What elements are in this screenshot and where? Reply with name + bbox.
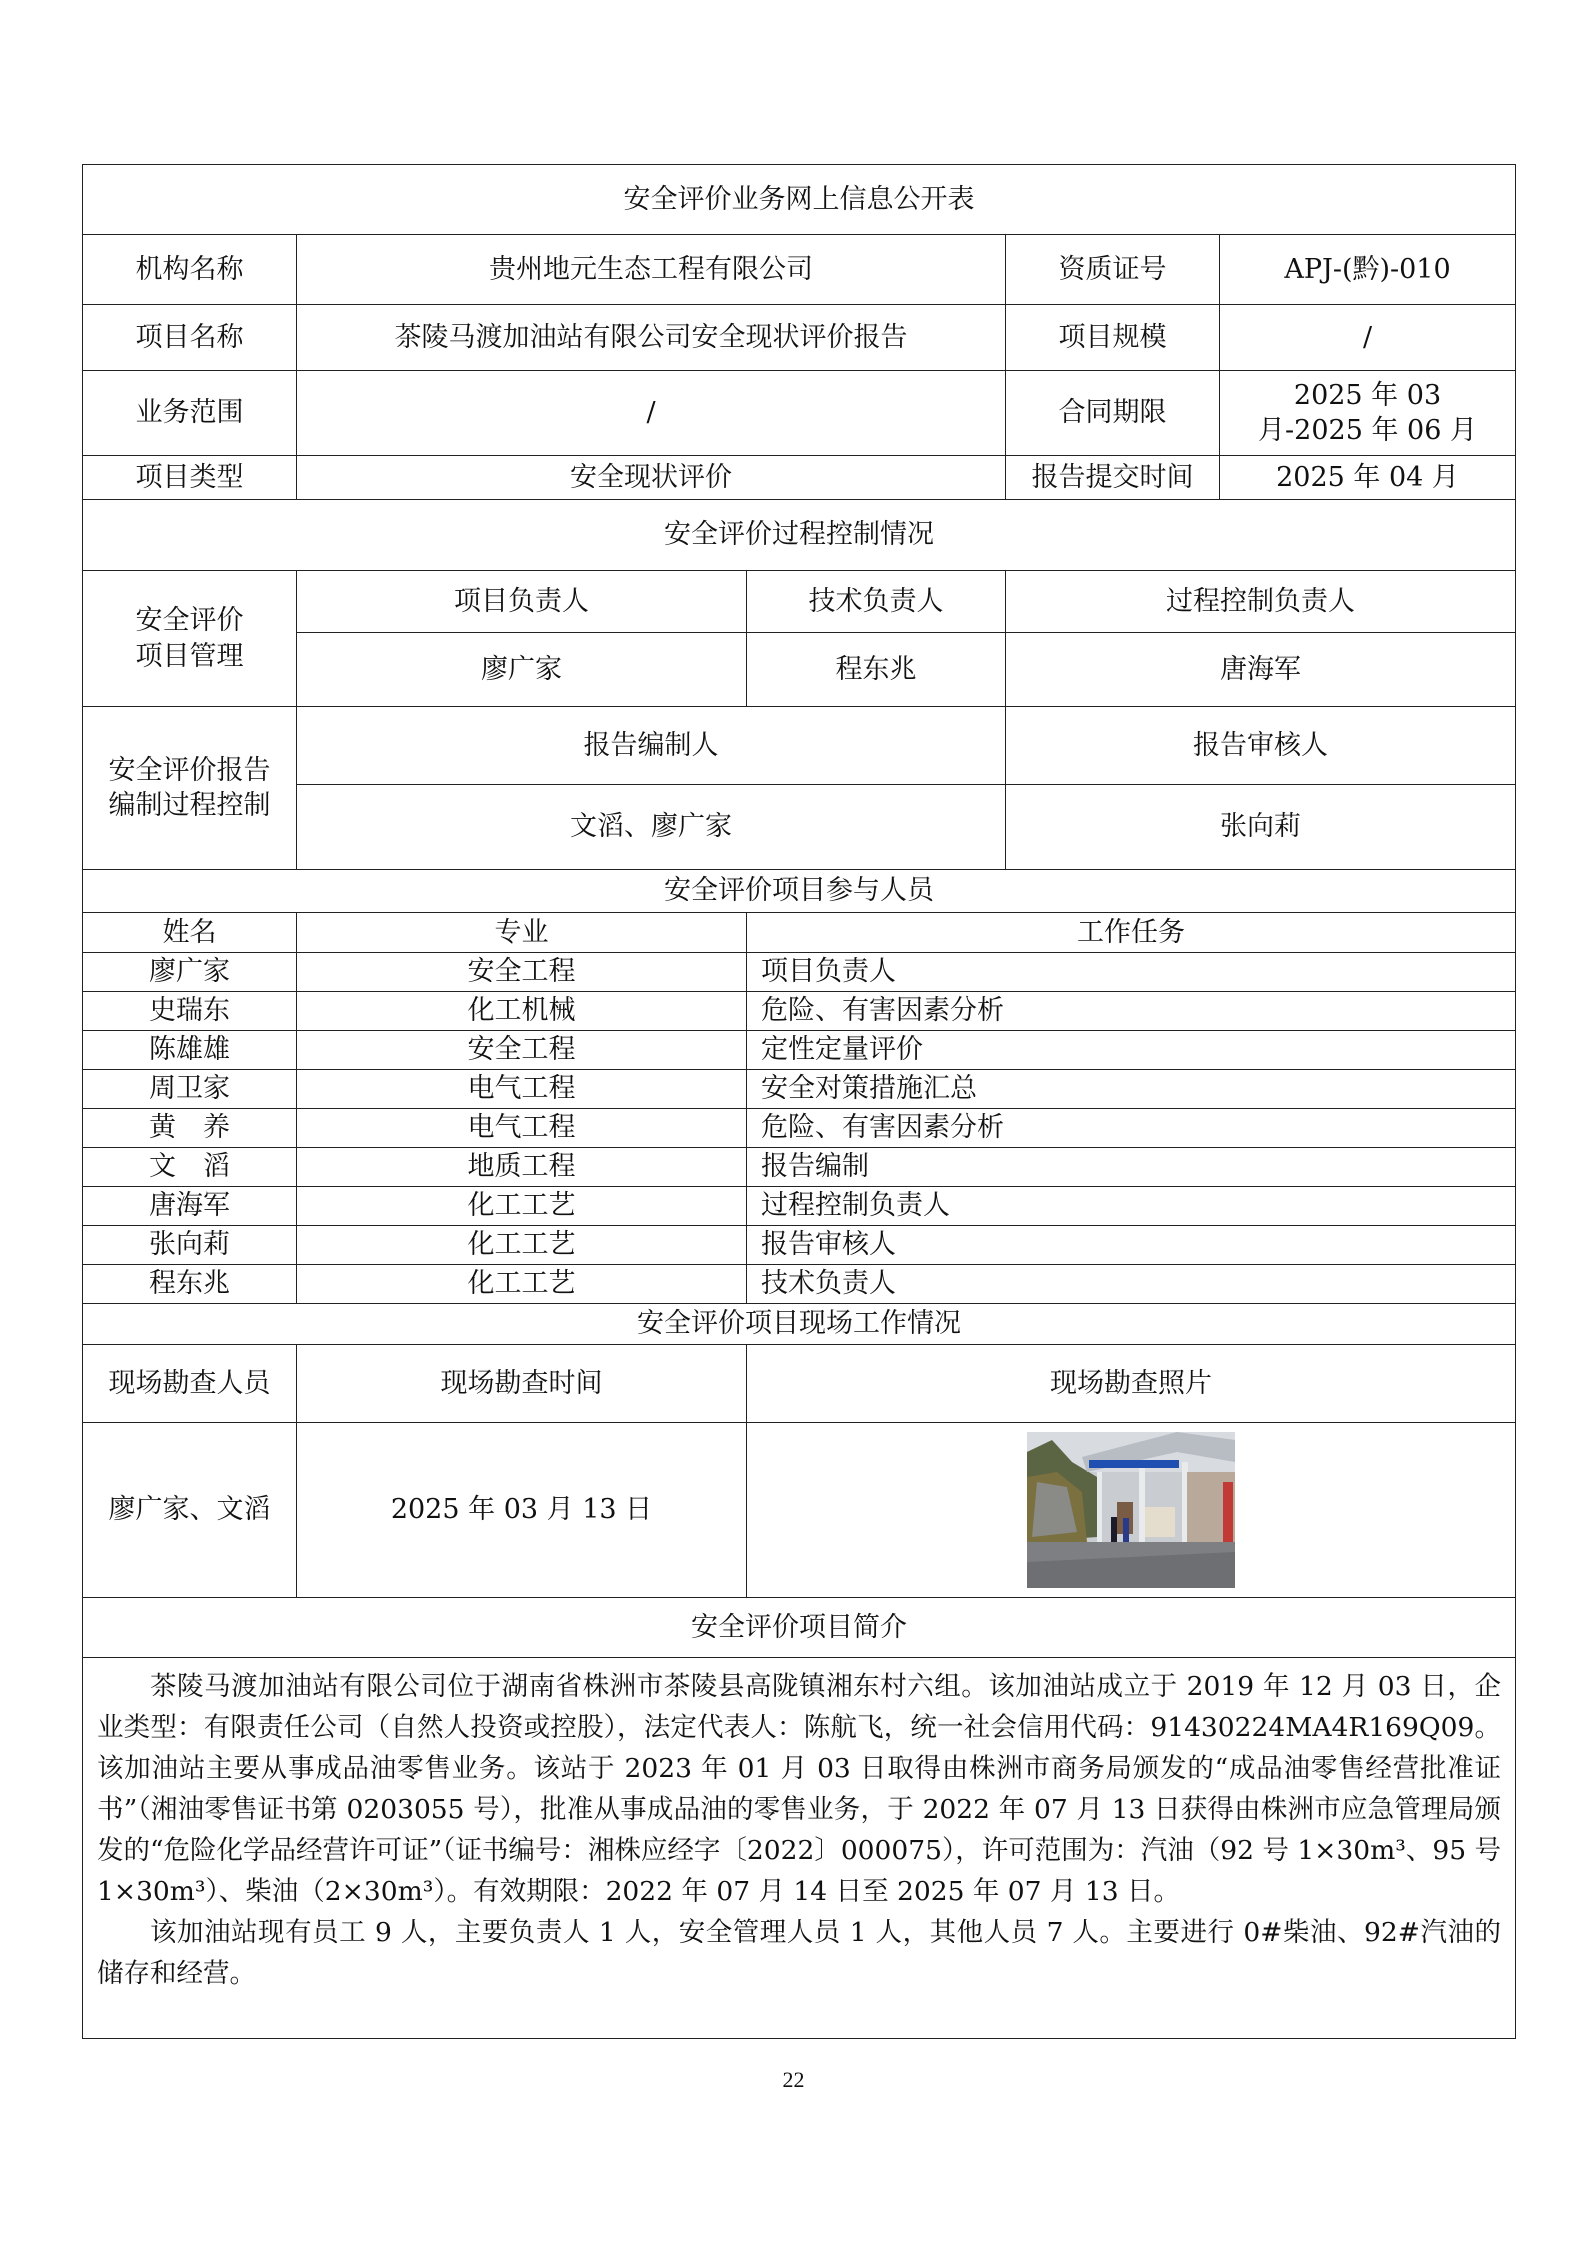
intro-section-title: 安全评价项目简介 <box>83 1598 1516 1658</box>
participant-task: 危险、有害因素分析 <box>747 1109 1516 1148</box>
participant-major: 化工工艺 <box>297 1226 747 1265</box>
site-people: 廖广家、文滔 <box>83 1423 297 1598</box>
participant-major: 电气工程 <box>297 1109 747 1148</box>
participant-task: 危险、有害因素分析 <box>747 992 1516 1031</box>
page-number: 22 <box>782 2067 805 2092</box>
participant-name: 周卫家 <box>83 1070 297 1109</box>
period-value: 2025 年 03 月-2025 年 06 月 <box>1220 371 1516 456</box>
gas-station-photo <box>1027 1432 1235 1588</box>
scale-label: 项目规模 <box>1006 305 1220 371</box>
site-section-title: 安全评价项目现场工作情况 <box>83 1304 1516 1345</box>
table-row <box>83 1070 1516 1109</box>
participant-major: 化工机械 <box>297 992 747 1031</box>
participant-name: 文 滔 <box>83 1148 297 1187</box>
participant-task: 报告审核人 <box>747 1226 1516 1265</box>
report-value-reviewer: 张向莉 <box>1006 785 1516 870</box>
participant-task: 项目负责人 <box>747 953 1516 992</box>
participant-task: 报告编制 <box>747 1148 1516 1187</box>
intro-paragraph: 该加油站现有员工 9 人，主要负责人 1 人，安全管理人员 1 人，其他人员 7 人。主要进行 0#柴油、92#汽油的储存和经营。 <box>97 1917 1502 1989</box>
table-row <box>83 1109 1516 1148</box>
org-value: 贵州地元生态工程有限公司 <box>297 235 1006 305</box>
participant-name: 廖广家 <box>83 953 297 992</box>
table-row <box>83 1148 1516 1187</box>
intro-body <box>83 1658 1516 2039</box>
participant-name: 史瑞东 <box>83 992 297 1031</box>
period-label: 合同期限 <box>1006 371 1220 456</box>
intro-paragraph: 茶陵马渡加油站有限公司位于湖南省株洲市茶陵县高陇镇湘东村六组。该加油站成立于 2019 年 12 月 03 日，企业类型：有限责任公司（自然人投资或控股），法定代表人：陈航飞，统一社会信用代码：91430224MA4R169Q09。该加油站主要从事成品油零售业务。该站于 2023 年 01 月 03 日取得由株洲市商务局颁发的“成品油零售经营批准证书”（湘油零售证书第 0203055 号），批准从事成品油的零售业务，于 2022 年 07 月 13 日获得由株洲市应急管理局颁发的“危险化学品经营许可证”（证书编号：湘株应经字〔2022〕000075），许可范围为：汽油（92 号 1×30m³、95 号 1×30m³）、柴油（2×30m³）。有效期限：2022 年 07 月 14 日至 2025 年 07 月 13 日。 <box>97 1671 1502 1907</box>
report-header-reviewer: 报告审核人 <box>1006 707 1516 785</box>
participant-task: 过程控制负责人 <box>747 1187 1516 1226</box>
participant-name: 陈雄雄 <box>83 1031 297 1070</box>
type-value: 安全现状评价 <box>297 456 1006 500</box>
cert-label: 资质证号 <box>1006 235 1220 305</box>
participant-major: 化工工艺 <box>297 1265 747 1304</box>
mgmt-label-text: 安全评价项目管理 <box>135 605 244 672</box>
participant-name: 程东兆 <box>83 1265 297 1304</box>
site-header-photo: 现场勘查照片 <box>747 1345 1516 1423</box>
table-row <box>83 953 1516 992</box>
participant-major: 电气工程 <box>297 1070 747 1109</box>
participant-header-task: 工作任务 <box>747 913 1516 953</box>
site-photo <box>1027 1432 1235 1588</box>
mgmt-value-control: 唐海军 <box>1006 633 1516 707</box>
disclosure-table <box>82 164 1516 2039</box>
site-photo-cell <box>747 1423 1516 1598</box>
participant-major: 化工工艺 <box>297 1187 747 1226</box>
submit-label: 报告提交时间 <box>1006 456 1220 500</box>
participant-name: 黄 养 <box>83 1109 297 1148</box>
report-value-writer: 文滔、廖广家 <box>297 785 1006 870</box>
site-header-time: 现场勘查时间 <box>297 1345 747 1423</box>
participant-task: 定性定量评价 <box>747 1031 1516 1070</box>
table-row <box>83 1031 1516 1070</box>
mgmt-header-lead: 项目负责人 <box>297 571 747 633</box>
type-label: 项目类型 <box>83 456 297 500</box>
scope-value: / <box>297 371 1006 456</box>
table-row <box>83 1265 1516 1304</box>
table-title: 安全评价业务网上信息公开表 <box>83 165 1516 235</box>
scope-label: 业务范围 <box>83 371 297 456</box>
mgmt-value-lead: 廖广家 <box>297 633 747 707</box>
project-label: 项目名称 <box>83 305 297 371</box>
mgmt-label <box>83 571 297 707</box>
report-label-text: 安全评价报告编制过程控制 <box>108 754 271 821</box>
participant-task: 安全对策措施汇总 <box>747 1070 1516 1109</box>
participant-major: 安全工程 <box>297 953 747 992</box>
org-label: 机构名称 <box>83 235 297 305</box>
mgmt-header-control: 过程控制负责人 <box>1006 571 1516 633</box>
report-header-writer: 报告编制人 <box>297 707 1006 785</box>
participant-name: 张向莉 <box>83 1226 297 1265</box>
report-label <box>83 707 297 870</box>
table-row <box>83 992 1516 1031</box>
participants-section-title: 安全评价项目参与人员 <box>83 870 1516 913</box>
site-date: 2025 年 03 月 13 日 <box>297 1423 747 1598</box>
table-row <box>83 1187 1516 1226</box>
participant-header-major: 专业 <box>297 913 747 953</box>
project-value: 茶陵马渡加油站有限公司安全现状评价报告 <box>297 305 1006 371</box>
mgmt-header-tech: 技术负责人 <box>747 571 1006 633</box>
participant-name: 唐海军 <box>83 1187 297 1226</box>
cert-value: APJ-(黔)-010 <box>1220 235 1516 305</box>
participant-header-name: 姓名 <box>83 913 297 953</box>
submit-value: 2025 年 04 月 <box>1220 456 1516 500</box>
participant-major: 地质工程 <box>297 1148 747 1187</box>
scale-value: / <box>1220 305 1516 371</box>
site-header-people: 现场勘查人员 <box>83 1345 297 1423</box>
participant-task: 技术负责人 <box>747 1265 1516 1304</box>
mgmt-value-tech: 程东兆 <box>747 633 1006 707</box>
process-section-title: 安全评价过程控制情况 <box>83 500 1516 571</box>
participant-major: 安全工程 <box>297 1031 747 1070</box>
table-row <box>83 1226 1516 1265</box>
